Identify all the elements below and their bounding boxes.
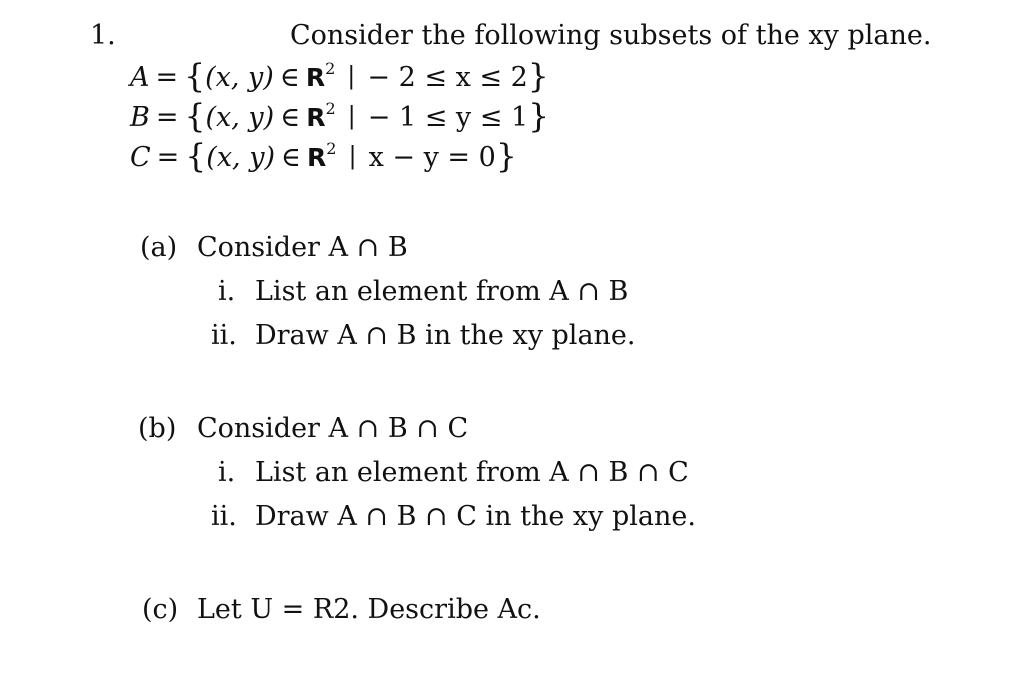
part-b-sub-ii-text: Draw A ∩ B ∩ C in the xy plane. bbox=[255, 501, 696, 532]
part-a-sub-ii-number: ii. bbox=[211, 320, 237, 351]
equals-sign: = bbox=[155, 102, 179, 133]
set-condition: − 1 ≤ y ≤ 1 bbox=[367, 102, 529, 133]
part-b-sub-ii-number: ii. bbox=[211, 501, 237, 532]
exponent: 2 bbox=[325, 59, 336, 78]
element-of-symbol: ∈ bbox=[281, 142, 302, 173]
part-b-sub-i-text: List an element from A ∩ B ∩ C bbox=[255, 457, 689, 488]
part-c-label: (c) bbox=[142, 594, 179, 625]
part-a-sub-ii-text: Draw A ∩ B in the xy plane. bbox=[255, 320, 636, 351]
equals-sign: = bbox=[156, 142, 180, 173]
open-brace: { bbox=[184, 96, 206, 135]
close-brace: } bbox=[495, 136, 517, 175]
set-definition-b bbox=[130, 96, 550, 135]
ordered-pair: (x, y) bbox=[205, 62, 274, 93]
such-that-bar: | bbox=[347, 102, 356, 130]
ordered-pair: (x, y) bbox=[205, 102, 275, 133]
part-c-text: Let U = R2. Describe Ac. bbox=[197, 594, 541, 625]
part-b-text: Consider A ∩ B ∩ C bbox=[197, 413, 469, 444]
equals-sign: = bbox=[155, 62, 179, 93]
problem-intro: Consider the following subsets of the xy plane. bbox=[290, 20, 932, 51]
part-b-label: (b) bbox=[138, 413, 177, 444]
such-that-bar: | bbox=[348, 142, 357, 170]
real-numbers-symbol: R bbox=[307, 143, 327, 172]
such-that-bar: | bbox=[347, 62, 356, 90]
set-name: B bbox=[130, 102, 150, 133]
set-definition-c bbox=[130, 136, 517, 175]
exponent: 2 bbox=[326, 139, 337, 158]
close-brace: } bbox=[528, 96, 550, 135]
set-definition-a bbox=[130, 56, 549, 95]
set-condition: x − y = 0 bbox=[368, 142, 496, 173]
set-name: C bbox=[130, 142, 151, 173]
part-a-text: Consider A ∩ B bbox=[197, 232, 408, 263]
real-numbers-symbol: R bbox=[306, 103, 326, 132]
open-brace: { bbox=[184, 56, 206, 95]
ordered-pair: (x, y) bbox=[206, 142, 276, 173]
part-a-sub-i-text: List an element from A ∩ B bbox=[255, 276, 629, 307]
element-of-symbol: ∈ bbox=[280, 102, 301, 133]
element-of-symbol: ∈ bbox=[279, 62, 300, 93]
exponent: 2 bbox=[325, 99, 336, 118]
close-brace: } bbox=[527, 56, 549, 95]
part-a-label: (a) bbox=[140, 232, 178, 263]
real-numbers-symbol: R bbox=[305, 63, 326, 92]
set-condition: − 2 ≤ x ≤ 2 bbox=[367, 62, 528, 93]
part-b-sub-i-number: i. bbox=[218, 457, 236, 488]
problem-number: 1. bbox=[90, 20, 116, 51]
open-brace: { bbox=[185, 136, 207, 175]
part-a-sub-i-number: i. bbox=[218, 276, 236, 307]
set-name: A bbox=[130, 62, 150, 93]
